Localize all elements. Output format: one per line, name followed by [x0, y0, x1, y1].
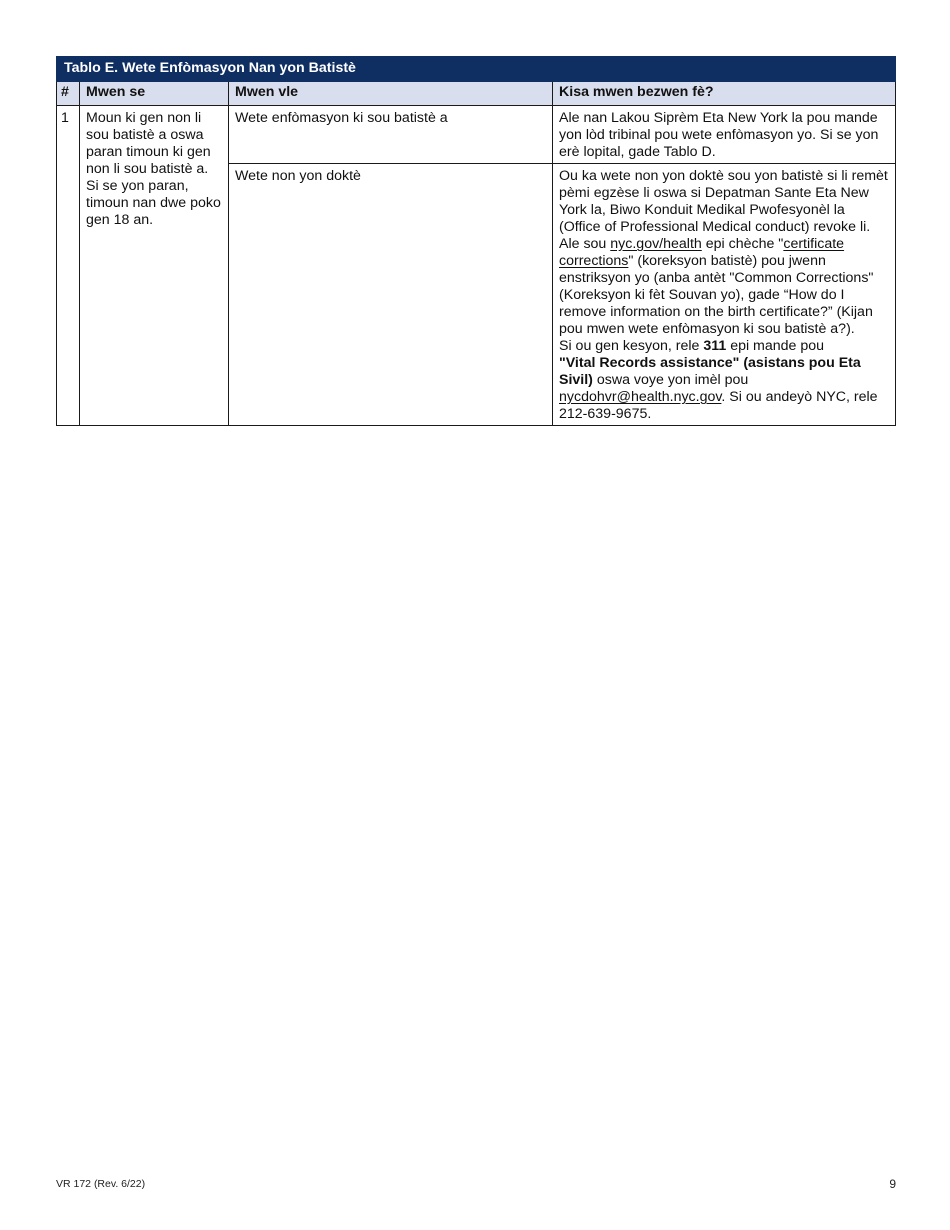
who-cell: Moun ki gen non li sou batistè a oswa paran timoun ki gen non li sou batistè a. Si se yon paran, timoun nan dwe poko gen 18 an.: [80, 106, 229, 426]
todo-remove-doctor-cell: [553, 164, 896, 426]
row-number: 1: [57, 106, 80, 426]
header-who: Mwen se: [80, 82, 229, 106]
want-remove-doctor-cell: Wete non yon doktè: [229, 164, 553, 426]
contact-text: Si ou gen kesyon, rele: [559, 338, 700, 354]
todo-remove-info-cell: Ale nan Lakou Siprèm Eta New York la pou mande yon lòd tribinal pou wete enfòmasyon yo. Si se yon erè lopital, gade Tablo D.: [553, 106, 896, 164]
instructions-text: Ou ka wete non yon doktè sou yon batistè si li remèt pèmi egzèse li oswa si Depatman Sante Eta New York la, Biwo Konduit Medikal Pwofesyonèl la (Office of Professional Medical conduct) revoke li. Ale sou: [559, 168, 888, 252]
contact-text: epi mande pou: [730, 338, 825, 354]
header-todo: Kisa mwen bezwen fè?: [553, 82, 896, 106]
header-number: #: [57, 82, 80, 106]
want-remove-info-cell: Wete enfòmasyon ki sou batistè a: [229, 106, 553, 164]
phone-number: 311: [703, 338, 727, 354]
removal-info-table: [56, 56, 896, 426]
health-site-link[interactable]: nyc.gov/health: [610, 236, 702, 252]
contact-text: . Si ou andeyò NYC, rele 212-639-9675.: [559, 389, 878, 422]
email-link[interactable]: nycdohvr@health.nyc.gov: [559, 389, 722, 405]
search-term-link[interactable]: certificate corrections: [559, 236, 845, 269]
header-want: Mwen vle: [229, 82, 553, 106]
instructions-text: epi chèche ": [705, 236, 784, 252]
instructions-text: " (koreksyon batistè) pou jwenn enstriksyon yo (anba antèt "Common Corrections" (Koreksyon ki fèt Souvan yo), gade “How do I remove information on the birth certificate?” (Kijan pou mwen wete enfòmasyon ki sou batistè a?).: [559, 253, 874, 337]
vital-records-request: "Vital Records assistance" (asistans pou Eta Sivil): [559, 355, 861, 388]
page-number: 9: [889, 1177, 896, 1191]
form-id: VR 172 (Rev. 6/22): [56, 1178, 146, 1190]
table-row: [57, 106, 896, 164]
table-title: Tablo E. Wete Enfòmasyon Nan yon Batistè: [57, 57, 896, 82]
contact-text: oswa voye yon imèl pou: [596, 372, 749, 388]
